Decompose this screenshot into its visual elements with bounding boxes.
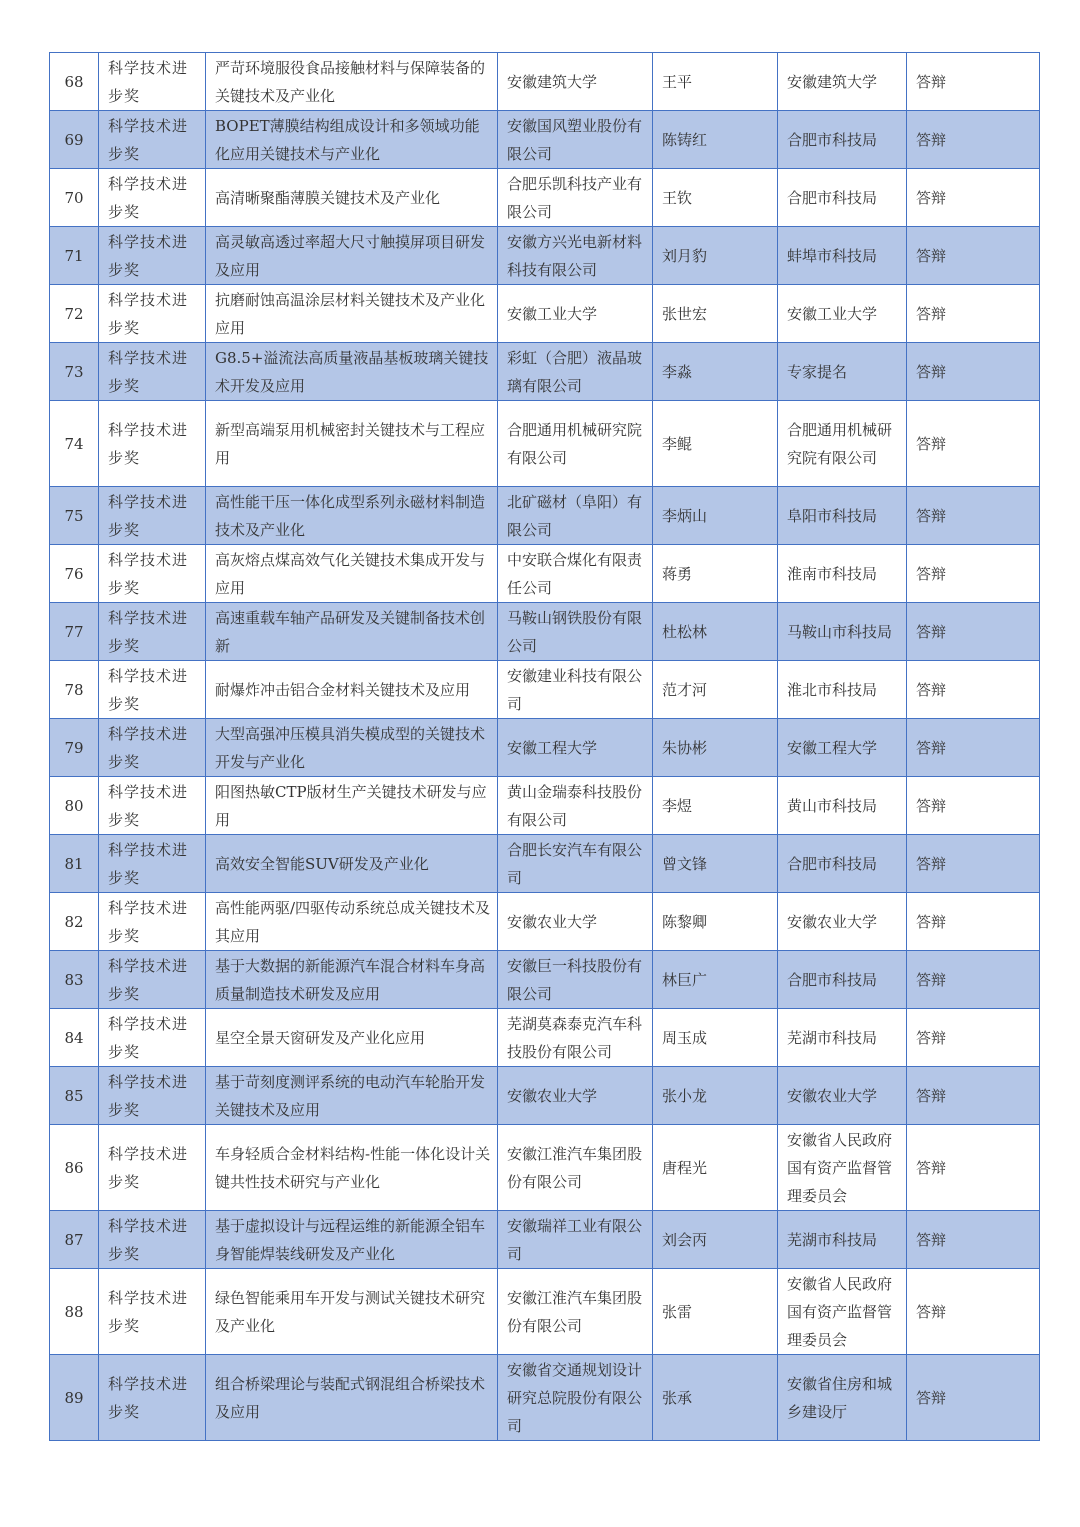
project-name-cell: 基于苛刻度测评系统的电动汽车轮胎开发关键技术及应用 (206, 1067, 498, 1125)
completing-unit-cell: 芜湖莫森泰克汽车科技股份有限公司 (498, 1009, 653, 1067)
review-mode-cell: 答辩 (907, 1009, 1040, 1067)
lead-person-cell: 周玉成 (653, 1009, 778, 1067)
nominator-cell: 蚌埠市科技局 (778, 227, 907, 285)
table-row (50, 53, 1040, 111)
review-mode-cell: 答辩 (907, 1067, 1040, 1125)
completing-unit-cell: 安徽建业科技有限公司 (498, 661, 653, 719)
row-number-cell: 68 (50, 53, 99, 111)
lead-person-cell: 张承 (653, 1355, 778, 1441)
award-category-cell: 科学技术进步奖 (99, 53, 206, 111)
nominator-cell: 安徽省人民政府国有资产监督管理委员会 (778, 1125, 907, 1211)
completing-unit-cell: 合肥长安汽车有限公司 (498, 835, 653, 893)
project-name-cell: 高灵敏高透过率超大尺寸触摸屏项目研发及应用 (206, 227, 498, 285)
nominator-cell: 芜湖市科技局 (778, 1009, 907, 1067)
table-row (50, 227, 1040, 285)
award-list-table (49, 52, 1040, 1441)
project-name-cell: 大型高强冲压模具消失模成型的关键技术开发与产业化 (206, 719, 498, 777)
completing-unit-cell: 安徽农业大学 (498, 1067, 653, 1125)
nominator-cell: 合肥市科技局 (778, 951, 907, 1009)
row-number-cell: 86 (50, 1125, 99, 1211)
lead-person-cell: 王钦 (653, 169, 778, 227)
table-row (50, 111, 1040, 169)
nominator-cell: 黄山市科技局 (778, 777, 907, 835)
review-mode-cell: 答辩 (907, 835, 1040, 893)
row-number-cell: 78 (50, 661, 99, 719)
nominator-cell: 淮南市科技局 (778, 545, 907, 603)
project-name-cell: 车身轻质合金材料结构-性能一体化设计关键共性技术研究与产业化 (206, 1125, 498, 1211)
review-mode-cell: 答辩 (907, 893, 1040, 951)
lead-person-cell: 朱协彬 (653, 719, 778, 777)
completing-unit-cell: 合肥通用机械研究院有限公司 (498, 401, 653, 487)
project-name-cell: 高灰熔点煤高效气化关键技术集成开发与应用 (206, 545, 498, 603)
row-number-cell: 85 (50, 1067, 99, 1125)
table-row (50, 1009, 1040, 1067)
lead-person-cell: 陈铸红 (653, 111, 778, 169)
table-row (50, 777, 1040, 835)
table-row (50, 545, 1040, 603)
project-name-cell: 高性能两驱/四驱传动系统总成关键技术及其应用 (206, 893, 498, 951)
review-mode-cell: 答辩 (907, 545, 1040, 603)
nominator-cell: 安徽工程大学 (778, 719, 907, 777)
project-name-cell: 阳图热敏CTP版材生产关键技术研发与应用 (206, 777, 498, 835)
table-row (50, 401, 1040, 487)
completing-unit-cell: 安徽工程大学 (498, 719, 653, 777)
lead-person-cell: 张小龙 (653, 1067, 778, 1125)
lead-person-cell: 杜松林 (653, 603, 778, 661)
award-category-cell: 科学技术进步奖 (99, 545, 206, 603)
table-row (50, 487, 1040, 545)
award-category-cell: 科学技术进步奖 (99, 285, 206, 343)
review-mode-cell: 答辩 (907, 487, 1040, 545)
nominator-cell: 合肥市科技局 (778, 169, 907, 227)
table-row (50, 719, 1040, 777)
award-category-cell: 科学技术进步奖 (99, 487, 206, 545)
nominator-cell: 安徽农业大学 (778, 893, 907, 951)
review-mode-cell: 答辩 (907, 285, 1040, 343)
lead-person-cell: 陈黎卿 (653, 893, 778, 951)
project-name-cell: BOPET薄膜结构组成设计和多领域功能化应用关键技术与产业化 (206, 111, 498, 169)
table-row (50, 893, 1040, 951)
award-category-cell: 科学技术进步奖 (99, 401, 206, 487)
review-mode-cell: 答辩 (907, 227, 1040, 285)
row-number-cell: 69 (50, 111, 99, 169)
review-mode-cell: 答辩 (907, 1125, 1040, 1211)
award-category-cell: 科学技术进步奖 (99, 893, 206, 951)
nominator-cell: 安徽工业大学 (778, 285, 907, 343)
nominator-cell: 淮北市科技局 (778, 661, 907, 719)
completing-unit-cell: 合肥乐凯科技产业有限公司 (498, 169, 653, 227)
table-row (50, 169, 1040, 227)
row-number-cell: 71 (50, 227, 99, 285)
completing-unit-cell: 安徽农业大学 (498, 893, 653, 951)
table-row (50, 1067, 1040, 1125)
award-category-cell: 科学技术进步奖 (99, 1269, 206, 1355)
review-mode-cell: 答辩 (907, 777, 1040, 835)
row-number-cell: 79 (50, 719, 99, 777)
project-name-cell: 严苛环境服役食品接触材料与保障装备的关键技术及产业化 (206, 53, 498, 111)
table-row (50, 285, 1040, 343)
review-mode-cell: 答辩 (907, 719, 1040, 777)
award-category-cell: 科学技术进步奖 (99, 1009, 206, 1067)
project-name-cell: 高效安全智能SUV研发及产业化 (206, 835, 498, 893)
lead-person-cell: 蒋勇 (653, 545, 778, 603)
nominator-cell: 安徽省人民政府国有资产监督管理委员会 (778, 1269, 907, 1355)
review-mode-cell: 答辩 (907, 111, 1040, 169)
project-name-cell: 高速重载车轴产品研发及关键制备技术创新 (206, 603, 498, 661)
completing-unit-cell: 北矿磁材（阜阳）有限公司 (498, 487, 653, 545)
completing-unit-cell: 彩虹（合肥）液晶玻璃有限公司 (498, 343, 653, 401)
project-name-cell: 星空全景天窗研发及产业化应用 (206, 1009, 498, 1067)
review-mode-cell: 答辩 (907, 951, 1040, 1009)
nominator-cell: 合肥市科技局 (778, 111, 907, 169)
project-name-cell: 基于大数据的新能源汽车混合材料车身高质量制造技术研发及应用 (206, 951, 498, 1009)
nominator-cell: 马鞍山市科技局 (778, 603, 907, 661)
table-row (50, 951, 1040, 1009)
project-name-cell: 组合桥梁理论与装配式钢混组合桥梁技术及应用 (206, 1355, 498, 1441)
review-mode-cell: 答辩 (907, 169, 1040, 227)
nominator-cell: 合肥通用机械研究院有限公司 (778, 401, 907, 487)
review-mode-cell: 答辩 (907, 343, 1040, 401)
lead-person-cell: 李鲲 (653, 401, 778, 487)
nominator-cell: 合肥市科技局 (778, 835, 907, 893)
completing-unit-cell: 安徽巨一科技股份有限公司 (498, 951, 653, 1009)
award-category-cell: 科学技术进步奖 (99, 719, 206, 777)
row-number-cell: 84 (50, 1009, 99, 1067)
award-category-cell: 科学技术进步奖 (99, 1067, 206, 1125)
project-name-cell: G8.5+溢流法高质量液晶基板玻璃关键技术开发及应用 (206, 343, 498, 401)
table-row (50, 1269, 1040, 1355)
row-number-cell: 75 (50, 487, 99, 545)
project-name-cell: 耐爆炸冲击铝合金材料关键技术及应用 (206, 661, 498, 719)
row-number-cell: 74 (50, 401, 99, 487)
row-number-cell: 81 (50, 835, 99, 893)
lead-person-cell: 林巨广 (653, 951, 778, 1009)
completing-unit-cell: 马鞍山钢铁股份有限公司 (498, 603, 653, 661)
lead-person-cell: 李淼 (653, 343, 778, 401)
completing-unit-cell: 安徽方兴光电新材料科技有限公司 (498, 227, 653, 285)
project-name-cell: 基于虚拟设计与远程运维的新能源全铝车身智能焊装线研发及产业化 (206, 1211, 498, 1269)
award-category-cell: 科学技术进步奖 (99, 343, 206, 401)
completing-unit-cell: 黄山金瑞泰科技股份有限公司 (498, 777, 653, 835)
award-category-cell: 科学技术进步奖 (99, 1355, 206, 1441)
award-category-cell: 科学技术进步奖 (99, 603, 206, 661)
nominator-cell: 阜阳市科技局 (778, 487, 907, 545)
review-mode-cell: 答辩 (907, 1355, 1040, 1441)
row-number-cell: 70 (50, 169, 99, 227)
completing-unit-cell: 安徽瑞祥工业有限公司 (498, 1211, 653, 1269)
table-row (50, 1125, 1040, 1211)
lead-person-cell: 张世宏 (653, 285, 778, 343)
completing-unit-cell: 安徽建筑大学 (498, 53, 653, 111)
table-body (50, 53, 1040, 1441)
lead-person-cell: 王平 (653, 53, 778, 111)
award-category-cell: 科学技术进步奖 (99, 1125, 206, 1211)
row-number-cell: 76 (50, 545, 99, 603)
row-number-cell: 80 (50, 777, 99, 835)
lead-person-cell: 刘月豹 (653, 227, 778, 285)
completing-unit-cell: 安徽国风塑业股份有限公司 (498, 111, 653, 169)
table-row (50, 661, 1040, 719)
project-name-cell: 抗磨耐蚀高温涂层材料关键技术及产业化应用 (206, 285, 498, 343)
award-category-cell: 科学技术进步奖 (99, 169, 206, 227)
award-category-cell: 科学技术进步奖 (99, 227, 206, 285)
row-number-cell: 82 (50, 893, 99, 951)
nominator-cell: 专家提名 (778, 343, 907, 401)
project-name-cell: 高性能干压一体化成型系列永磁材料制造技术及产业化 (206, 487, 498, 545)
project-name-cell: 绿色智能乘用车开发与测试关键技术研究及产业化 (206, 1269, 498, 1355)
table-row (50, 603, 1040, 661)
lead-person-cell: 曾文锋 (653, 835, 778, 893)
nominator-cell: 安徽省住房和城乡建设厅 (778, 1355, 907, 1441)
review-mode-cell: 答辩 (907, 661, 1040, 719)
row-number-cell: 77 (50, 603, 99, 661)
table-row (50, 835, 1040, 893)
lead-person-cell: 唐程光 (653, 1125, 778, 1211)
award-category-cell: 科学技术进步奖 (99, 1211, 206, 1269)
completing-unit-cell: 安徽江淮汽车集团股份有限公司 (498, 1125, 653, 1211)
lead-person-cell: 李炳山 (653, 487, 778, 545)
review-mode-cell: 答辩 (907, 53, 1040, 111)
table-row (50, 1211, 1040, 1269)
award-category-cell: 科学技术进步奖 (99, 111, 206, 169)
table-row (50, 343, 1040, 401)
lead-person-cell: 李煜 (653, 777, 778, 835)
completing-unit-cell: 安徽江淮汽车集团股份有限公司 (498, 1269, 653, 1355)
completing-unit-cell: 安徽工业大学 (498, 285, 653, 343)
lead-person-cell: 张雷 (653, 1269, 778, 1355)
row-number-cell: 89 (50, 1355, 99, 1441)
row-number-cell: 87 (50, 1211, 99, 1269)
award-category-cell: 科学技术进步奖 (99, 777, 206, 835)
row-number-cell: 72 (50, 285, 99, 343)
review-mode-cell: 答辩 (907, 1269, 1040, 1355)
award-category-cell: 科学技术进步奖 (99, 951, 206, 1009)
lead-person-cell: 刘会丙 (653, 1211, 778, 1269)
award-category-cell: 科学技术进步奖 (99, 661, 206, 719)
nominator-cell: 安徽农业大学 (778, 1067, 907, 1125)
completing-unit-cell: 中安联合煤化有限责任公司 (498, 545, 653, 603)
project-name-cell: 新型高端泵用机械密封关键技术与工程应用 (206, 401, 498, 487)
row-number-cell: 88 (50, 1269, 99, 1355)
project-name-cell: 高清晰聚酯薄膜关键技术及产业化 (206, 169, 498, 227)
row-number-cell: 83 (50, 951, 99, 1009)
review-mode-cell: 答辩 (907, 401, 1040, 487)
lead-person-cell: 范才河 (653, 661, 778, 719)
award-category-cell: 科学技术进步奖 (99, 835, 206, 893)
row-number-cell: 73 (50, 343, 99, 401)
table-row (50, 1355, 1040, 1441)
nominator-cell: 芜湖市科技局 (778, 1211, 907, 1269)
completing-unit-cell: 安徽省交通规划设计研究总院股份有限公司 (498, 1355, 653, 1441)
review-mode-cell: 答辩 (907, 1211, 1040, 1269)
nominator-cell: 安徽建筑大学 (778, 53, 907, 111)
review-mode-cell: 答辩 (907, 603, 1040, 661)
